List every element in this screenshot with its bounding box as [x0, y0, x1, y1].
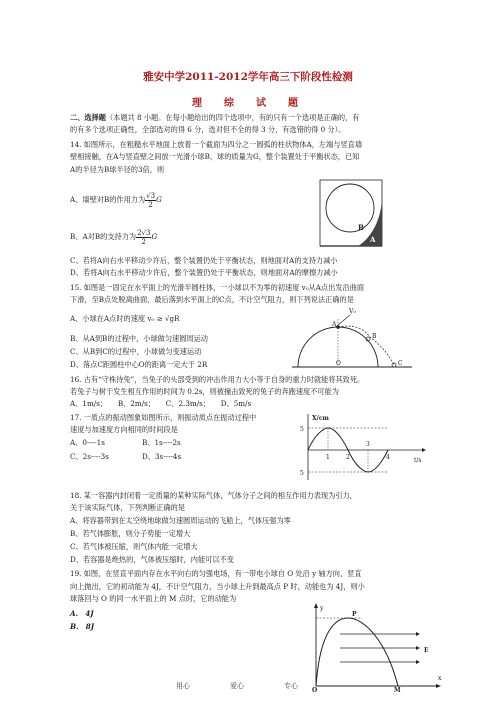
q15-figure [290, 305, 415, 371]
q14-option-b-fraction: $\frac{2√3}{2}$ [137, 228, 151, 246]
top-value: 5 [300, 426, 304, 433]
section-intro-line1: 二、选择题（本题共 8 小题。在每小题给出的四个选项中，有的只有一个选项是正确的，有 [70, 113, 360, 122]
label-m: M [394, 687, 401, 692]
q14-option-c: C、若将A向右水平移动少许后，整个装置仍处于平衡状态，则地面对A的支持力减小 [70, 256, 338, 265]
label-o: O [312, 687, 318, 692]
point-a [336, 325, 340, 329]
q16-stem-line2: 若兔子与树干发生相互作用的时间为 0.2s，则被撞击致死的兔子的奔跑速度不可能为 [70, 387, 339, 396]
q17-option-b: B、1s----2s [142, 438, 181, 447]
footer-text-3: 专心 [284, 682, 298, 690]
q14-option-a: A、墙壁对B的作用力为 $\frac{√3}{2}$ G [70, 191, 162, 209]
y-axis-arrow [314, 603, 318, 608]
q18-stem-line1: 18. 某一容器内封闭着一定质量的某种实际气体，气体分子之间的相互作用力表现为引力， [70, 491, 357, 500]
label-p: P [352, 611, 357, 618]
label-y: y [320, 605, 324, 612]
q18-option-a: A、将容器带到在太空绕地球做匀速圆周运动的飞船上，气体压强为零 [70, 516, 291, 525]
q14-stem-line3: A的半径为B球半径的3倍，则 [70, 165, 165, 174]
ball-b-circle [326, 184, 374, 232]
tick-2: 2 [346, 454, 350, 461]
tick-1: 1 [326, 454, 330, 461]
x-axis-arrow [436, 684, 441, 688]
q14-option-a-fraction: $\frac{√3}{2}$ [146, 191, 156, 209]
q19-figure [306, 600, 448, 692]
q19-stem-line2: 向上抛出，它的初动能为 4J，不计空气阻力，当小球上升到最高点 P 时，动能也为 4J，则小 [70, 582, 365, 591]
label-c: C [398, 360, 403, 367]
tick-4: 4 [386, 454, 390, 461]
q17-option-a: A、0----1s [70, 438, 105, 447]
q18-option-d: D、若容器是绝热的，气体被压缩时，内能可以不变 [70, 555, 234, 564]
q15-option-a: A、小球在A点时的速度 v₀ ≥ √gR [70, 314, 180, 323]
q15-stem-line2: 下滑，至B点处脱离曲面，最后落到水平面上的C点，不计空气阻力，则下列说法正确的是 [70, 295, 354, 304]
q15-stem-line1: 15. 如图是一固定在水平面上的光滑半圆柱体，一小球以不为零的初速度 v₀从A点出发沿曲面 [70, 283, 365, 292]
q15-option-b: B、从A到B的过程中，小球做匀速圆周运动 [70, 334, 208, 343]
q17-option-d: D、3s----4s [142, 452, 182, 461]
q17-stem-line2: 速度与加速度方向相同的时间段是 [70, 425, 178, 434]
trajectory-path [338, 326, 394, 365]
q14-option-d: D、若将A向右水平移动少许后，整个装置仍处于平衡状态，则地面对A的摩擦力减小 [70, 268, 338, 277]
page-title: 雅安中学2011-2012学年高三下阶段性检测 [143, 71, 353, 83]
q17-figure [292, 410, 428, 482]
q15-option-c: C、从B到C的过程中，小球做匀变速运动 [70, 347, 202, 356]
label-a: A [332, 321, 337, 328]
label-b: B [372, 333, 377, 340]
field-arrow-3 [416, 660, 420, 664]
q19-option-a: A. 4J [70, 609, 94, 618]
label-b: B [358, 223, 364, 232]
q16-stem-line1: 16. 古有“守株待兔”，当兔子的头部受到的冲击作用力大小等于自身的重力时就能将其致死。 [70, 375, 365, 384]
section-label: 二、选择题 [70, 113, 106, 122]
page-subtitle: 理 综 试 题 [192, 98, 304, 109]
label-a: A [370, 235, 376, 244]
q14-stem-line2: 壁相接触，在A与竖直壁之间放一光滑小球B，球的质量为G，整个装置处于平衡状态，已知 [70, 152, 360, 161]
q16-options: A、1m/s； B、2m/s； C、2.3m/s； D、5m/s [70, 399, 252, 408]
field-arrow-1 [416, 632, 420, 636]
footer-text-2: 爱心 [230, 682, 244, 690]
q18-stem-line2: 关于该实际气体，下列判断正确的是 [70, 503, 186, 512]
q14-stem-line1: 14. 如图所示，在粗糙水平地面上放着一个截面为四分之一圆弧的柱状物体A，左端与竖直墙 [70, 140, 363, 149]
q18-option-b: B、若气体膨胀，则分子势能一定增大 [70, 529, 191, 538]
y-label: X/cm [312, 415, 329, 422]
v0-arrow [338, 315, 350, 325]
tick-3: 3 [366, 441, 370, 448]
q18-option-c: C、若气体被压缩，则气体内能一定增大 [70, 542, 198, 551]
trajectory-curve [316, 618, 398, 686]
t-label: t/s [414, 457, 422, 464]
label-o: O [336, 360, 341, 367]
q14-option-b: B、A对B的支持力为 $\frac{2√3}{2}$ G [70, 228, 158, 246]
q19-stem-line1: 19. 如图，在竖直平面内存在水平向右的匀强电场，有一带电小球自 O 处沿 y 轴方向，竖直 [70, 569, 362, 578]
label-v0: V₀ [349, 308, 356, 315]
q15-option-d: D、落点C距圆柱中心O的距离一定大于 2R [70, 360, 208, 369]
q17-stem-line1: 17. 一质点的振动图象如图所示，则振动质点在振动过程中 [70, 413, 257, 422]
point-c [392, 363, 396, 367]
section-intro-line2: 的有多个选项正确性，全部选对的得 6 分，选对但不全的得 3 分，有选错的得 0 分）。 [70, 125, 346, 134]
label-x: x [438, 675, 442, 682]
bottom-value: 5 [300, 470, 304, 477]
field-arrow-2 [416, 646, 420, 650]
q17-option-c: C、2s----3s [70, 452, 109, 461]
q19-option-b: B. 8J [70, 622, 95, 631]
q14-figure [318, 178, 386, 250]
q19-stem-line3: 球落回与 O 的同一水平面上的 M 点时，它的动能为 [70, 594, 237, 603]
label-e: E [424, 647, 429, 654]
footer-text-1: 用心 [176, 682, 190, 690]
t-axis-arrow [422, 448, 426, 452]
